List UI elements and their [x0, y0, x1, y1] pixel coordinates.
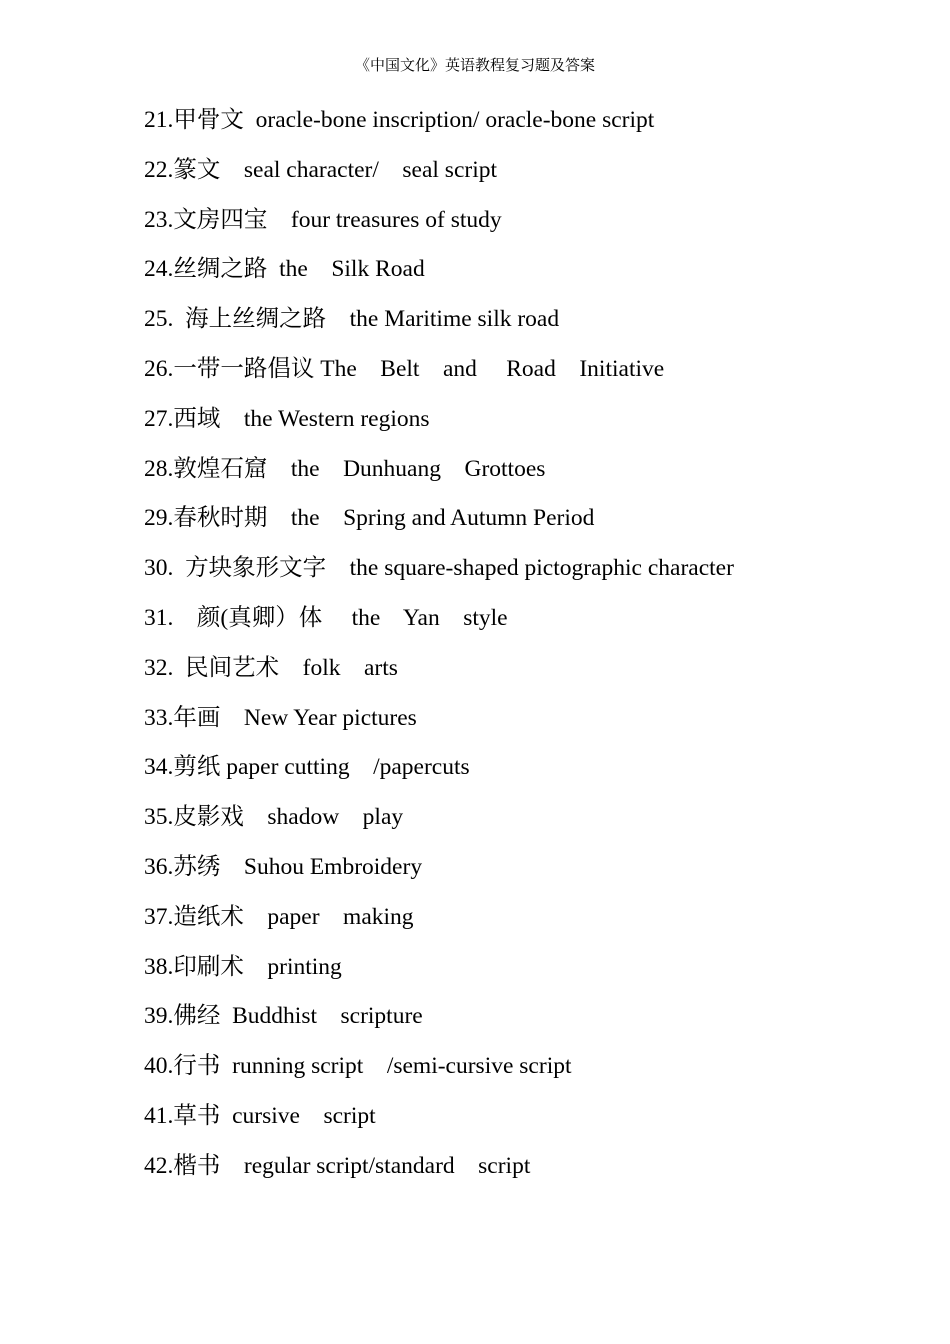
list-item: 28.敦煌石窟 the Dunhuang Grottoes	[144, 455, 546, 482]
list-item: 30. 方块象形文字 the square-shaped pictographic character	[144, 555, 734, 582]
list-item: 39.佛经 Buddhist scripture	[144, 1003, 423, 1030]
list-item: 34.剪纸 paper cutting /papercuts	[144, 754, 470, 781]
vocabulary-list	[144, 100, 734, 1196]
list-item: 37.造纸术 paper making	[144, 903, 414, 930]
list-item: 35.皮影戏 shadow play	[144, 804, 404, 831]
list-item: 36.苏绣 Suhou Embroidery	[144, 853, 423, 880]
list-item: 32. 民间艺术 folk arts	[144, 654, 398, 681]
list-item: 40.行书 running script /semi-cursive script	[144, 1053, 572, 1080]
page-header: 《中国文化》英语教程复习题及答案	[354, 56, 595, 74]
list-item: 38.印刷术 printing	[144, 953, 342, 980]
list-item: 41.草书 cursive script	[144, 1102, 376, 1129]
list-item: 25. 海上丝绸之路 the Maritime silk road	[144, 306, 560, 333]
list-item: 26.一带一路倡议 The Belt and Road Initiative	[144, 355, 665, 382]
list-item: 42.楷书 regular script/standard script	[144, 1152, 531, 1179]
list-item: 31. 颜(真卿）体 the Yan style	[144, 604, 508, 631]
list-item: 23.文房四宝 four treasures of study	[144, 206, 502, 233]
list-item: 22.篆文 seal character/ seal script	[144, 156, 498, 183]
list-item: 21.甲骨文 oracle-bone inscription/ oracle-bone script	[144, 107, 655, 133]
list-item: 29.春秋时期 the Spring and Autumn Period	[144, 505, 595, 532]
list-item: 24.丝绸之路 the Silk Road	[144, 256, 425, 283]
list-item: 33.年画 New Year pictures	[144, 704, 417, 731]
list-item: 27.西域 the Western regions	[144, 405, 430, 432]
